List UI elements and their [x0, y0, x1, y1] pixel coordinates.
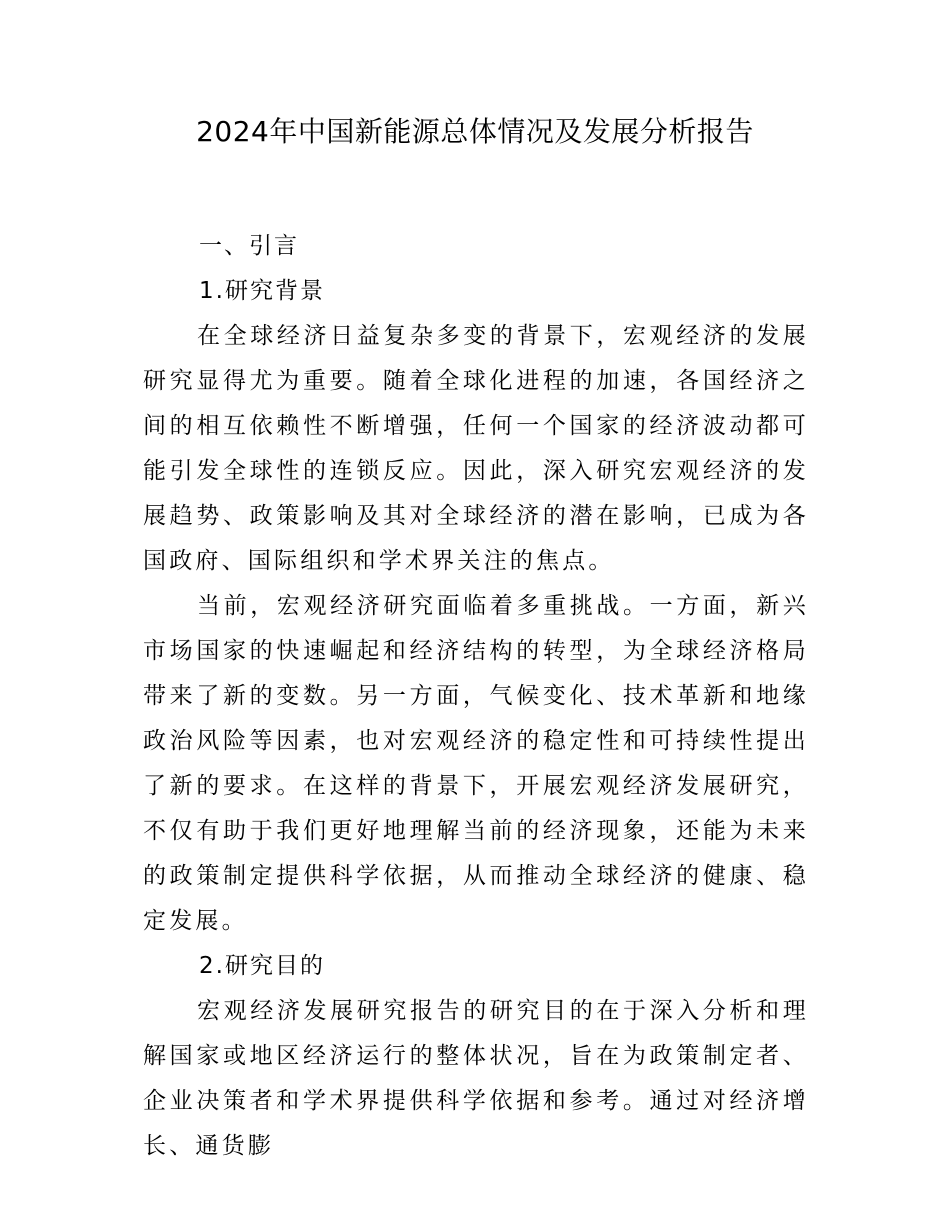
document-title: 2024年中国新能源总体情况及发展分析报告 [196, 115, 754, 148]
section-heading-introduction: 一、引言 [199, 233, 299, 259]
paragraph-purpose-1: 宏观经济发展研究报告的研究目的在于深入分析和理解国家或地区经济运行的整体状况，旨在为政策制定者、企业决策者和学术界提供科学依据和参考。通过对经济增长、通货膨 [143, 998, 809, 1159]
subsection-heading-background: 1.研究背景 [199, 278, 325, 304]
paragraph-background-1: 在全球经济日益复杂多变的背景下，宏观经济的发展研究显得尤为重要。随着全球化进程的加速，各国经济之间的相互依赖性不断增强，任何一个国家的经济波动都可能引发全球性的连锁反应。因此，深入研究宏观经济的发展趋势、政策影响及其对全球经济的潜在影响，已成为各国政府、国际组织和学术界关注的焦点。 [143, 323, 809, 574]
subsection-heading-purpose: 2.研究目的 [199, 953, 325, 979]
document-body [143, 224, 809, 1169]
paragraph-background-2: 当前，宏观经济研究面临着多重挑战。一方面，新兴市场国家的快速崛起和经济结构的转型，为全球经济格局带来了新的变数。另一方面，气候变化、技术革新和地缘政治风险等因素，也对宏观经济的稳定性和可持续性提出了新的要求。在这样的背景下，开展宏观经济发展研究，不仅有助于我们更好地理解当前的经济现象，还能为未来的政策制定提供科学依据，从而推动全球经济的健康、稳定发展。 [143, 593, 809, 934]
